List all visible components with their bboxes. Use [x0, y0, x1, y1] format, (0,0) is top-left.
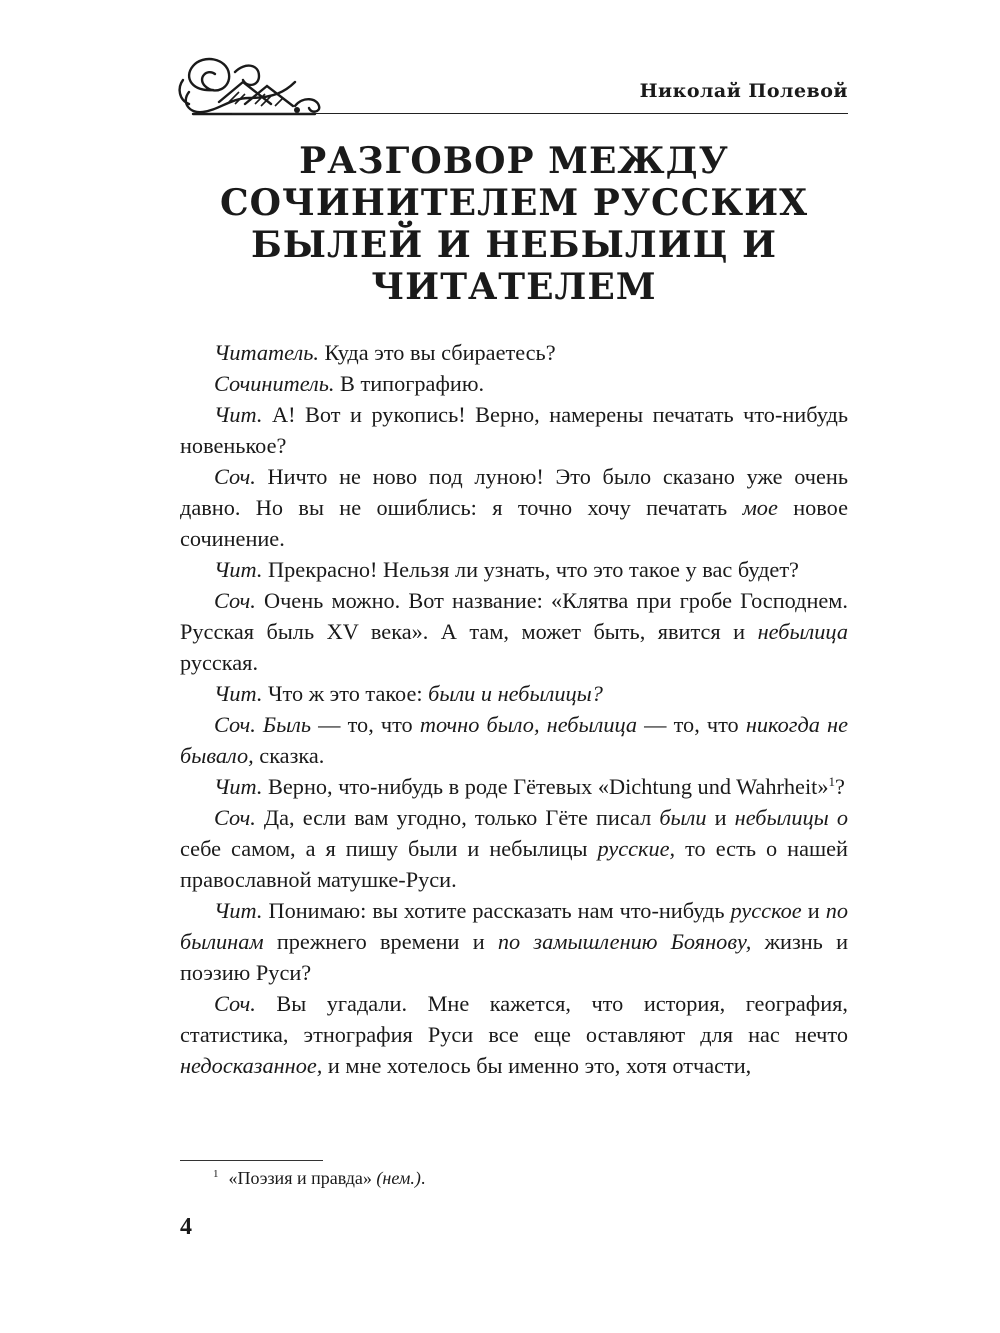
- dialogue-paragraph: [180, 709, 848, 771]
- italic-run: русские,: [597, 836, 676, 861]
- text-run: — то, что: [637, 712, 746, 737]
- chapter-title: РАЗГОВОР МЕЖДУ СОЧИНИТЕЛЕМ РУССКИХ БЫЛЕЙ И НЕБЫЛИЦ И ЧИТАТЕЛЕМ: [219, 140, 809, 308]
- italic-run: русское: [730, 898, 802, 923]
- text-run: и: [801, 898, 826, 923]
- footnote: [213, 1165, 425, 1191]
- italic-run: по замышлению Боянову,: [497, 929, 752, 954]
- dialogue-paragraph: [180, 678, 848, 709]
- italic-run: Соч. Быль: [214, 712, 312, 737]
- italic-run: никогда не бывало,: [180, 712, 848, 768]
- ornament-headpiece: [175, 52, 325, 120]
- text-run: себе самом, а я пишу были и небылицы: [180, 836, 598, 861]
- dialogue-paragraph: [180, 988, 848, 1081]
- text-run: сказка.: [253, 743, 325, 768]
- text-run: жизнь и поэзию Руси?: [180, 929, 849, 985]
- dialogue-paragraph: [180, 585, 848, 678]
- italic-run: Соч.: [214, 805, 256, 830]
- footnote-reference: 1: [828, 774, 835, 789]
- dialogue-paragraph: [180, 554, 848, 585]
- italic-run: мое: [742, 495, 778, 520]
- dialogue-paragraph: [180, 399, 848, 461]
- dialogue-paragraph: [180, 771, 848, 802]
- italic-run: Соч.: [214, 991, 256, 1016]
- italic-run: Соч.: [214, 588, 256, 613]
- italic-run: Чит.: [214, 557, 263, 582]
- italic-run: по былинам: [180, 898, 848, 954]
- footnote-language-note: (нем.): [376, 1168, 421, 1188]
- text-run: и мне хотелось бы именно это, хотя отчасти,: [322, 1053, 752, 1078]
- italic-run: точно было, небылица: [419, 712, 638, 737]
- footnote-text: «Поэзия и правда»: [228, 1168, 372, 1188]
- italic-run: Чит.: [214, 681, 263, 706]
- italic-run: Чит.: [214, 402, 263, 427]
- italic-run: Чит.: [214, 774, 263, 799]
- text-run: Ничто не ново под луною! Это было сказано уже очень давно. Но вы не ошиблись: я точно хочу печатать: [180, 464, 848, 520]
- text-run: Куда это вы сбираетесь?: [318, 340, 556, 365]
- text-run: и: [706, 805, 735, 830]
- text-run: русская.: [180, 650, 259, 675]
- italic-run: Чит.: [214, 898, 263, 923]
- text-run: В типографию.: [334, 371, 485, 396]
- text-run: новое сочинение.: [180, 495, 848, 551]
- dialogue-body: [180, 337, 848, 1081]
- footnote-rule: [180, 1160, 323, 1161]
- italic-run: Соч.: [214, 464, 256, 489]
- dialogue-paragraph: [180, 802, 848, 895]
- text-run: А! Вот и рукопись! Верно, намерены печатать что-нибудь новенькое?: [180, 402, 848, 458]
- page-number: 4: [180, 1214, 192, 1240]
- text-run: Вы угадали. Мне кажется, что история, география, статистика, этнография Руси все еще оставляют для нас нечто: [180, 991, 848, 1047]
- italic-run: небылицы о: [734, 805, 848, 830]
- footnote-end: .: [420, 1168, 426, 1188]
- italic-run: Читатель.: [214, 340, 319, 365]
- italic-run: были: [659, 805, 707, 830]
- text-run: Что ж это такое:: [262, 681, 429, 706]
- italic-run: небылица: [757, 619, 848, 644]
- dialogue-paragraph: [180, 337, 848, 368]
- text-run: Очень можно. Вот название: «Клятва при гробе Господнем. Русская быль XV века». А там, может быть, явится и: [180, 588, 848, 644]
- dialogue-paragraph: [180, 461, 848, 554]
- text-run: — то, что: [311, 712, 420, 737]
- text-run: то есть о нашей православной матушке-Руси.: [180, 836, 848, 892]
- dialogue-paragraph: [180, 368, 848, 399]
- text-run: Верно, что-нибудь в роде Гётевых «Dichtung und Wahrheit»: [262, 774, 829, 799]
- footnote-marker: 1: [213, 1168, 219, 1180]
- text-run: прежнего времени и: [263, 929, 498, 954]
- dialogue-paragraph: [180, 895, 848, 988]
- running-head-author: Николай Полевой: [639, 80, 848, 102]
- text-run: Да, если вам угодно, только Гёте писал: [255, 805, 660, 830]
- italic-run: Сочинитель.: [214, 371, 335, 396]
- italic-run: были и небылицы?: [428, 681, 603, 706]
- text-run: Прекрасно! Нельзя ли узнать, что это такое у вас будет?: [262, 557, 799, 582]
- header-rule: [232, 113, 848, 114]
- text-run: Понимаю: вы хотите рассказать нам что-нибудь: [262, 898, 731, 923]
- italic-run: недосказанное,: [180, 1053, 323, 1078]
- text-run: ?: [834, 774, 845, 799]
